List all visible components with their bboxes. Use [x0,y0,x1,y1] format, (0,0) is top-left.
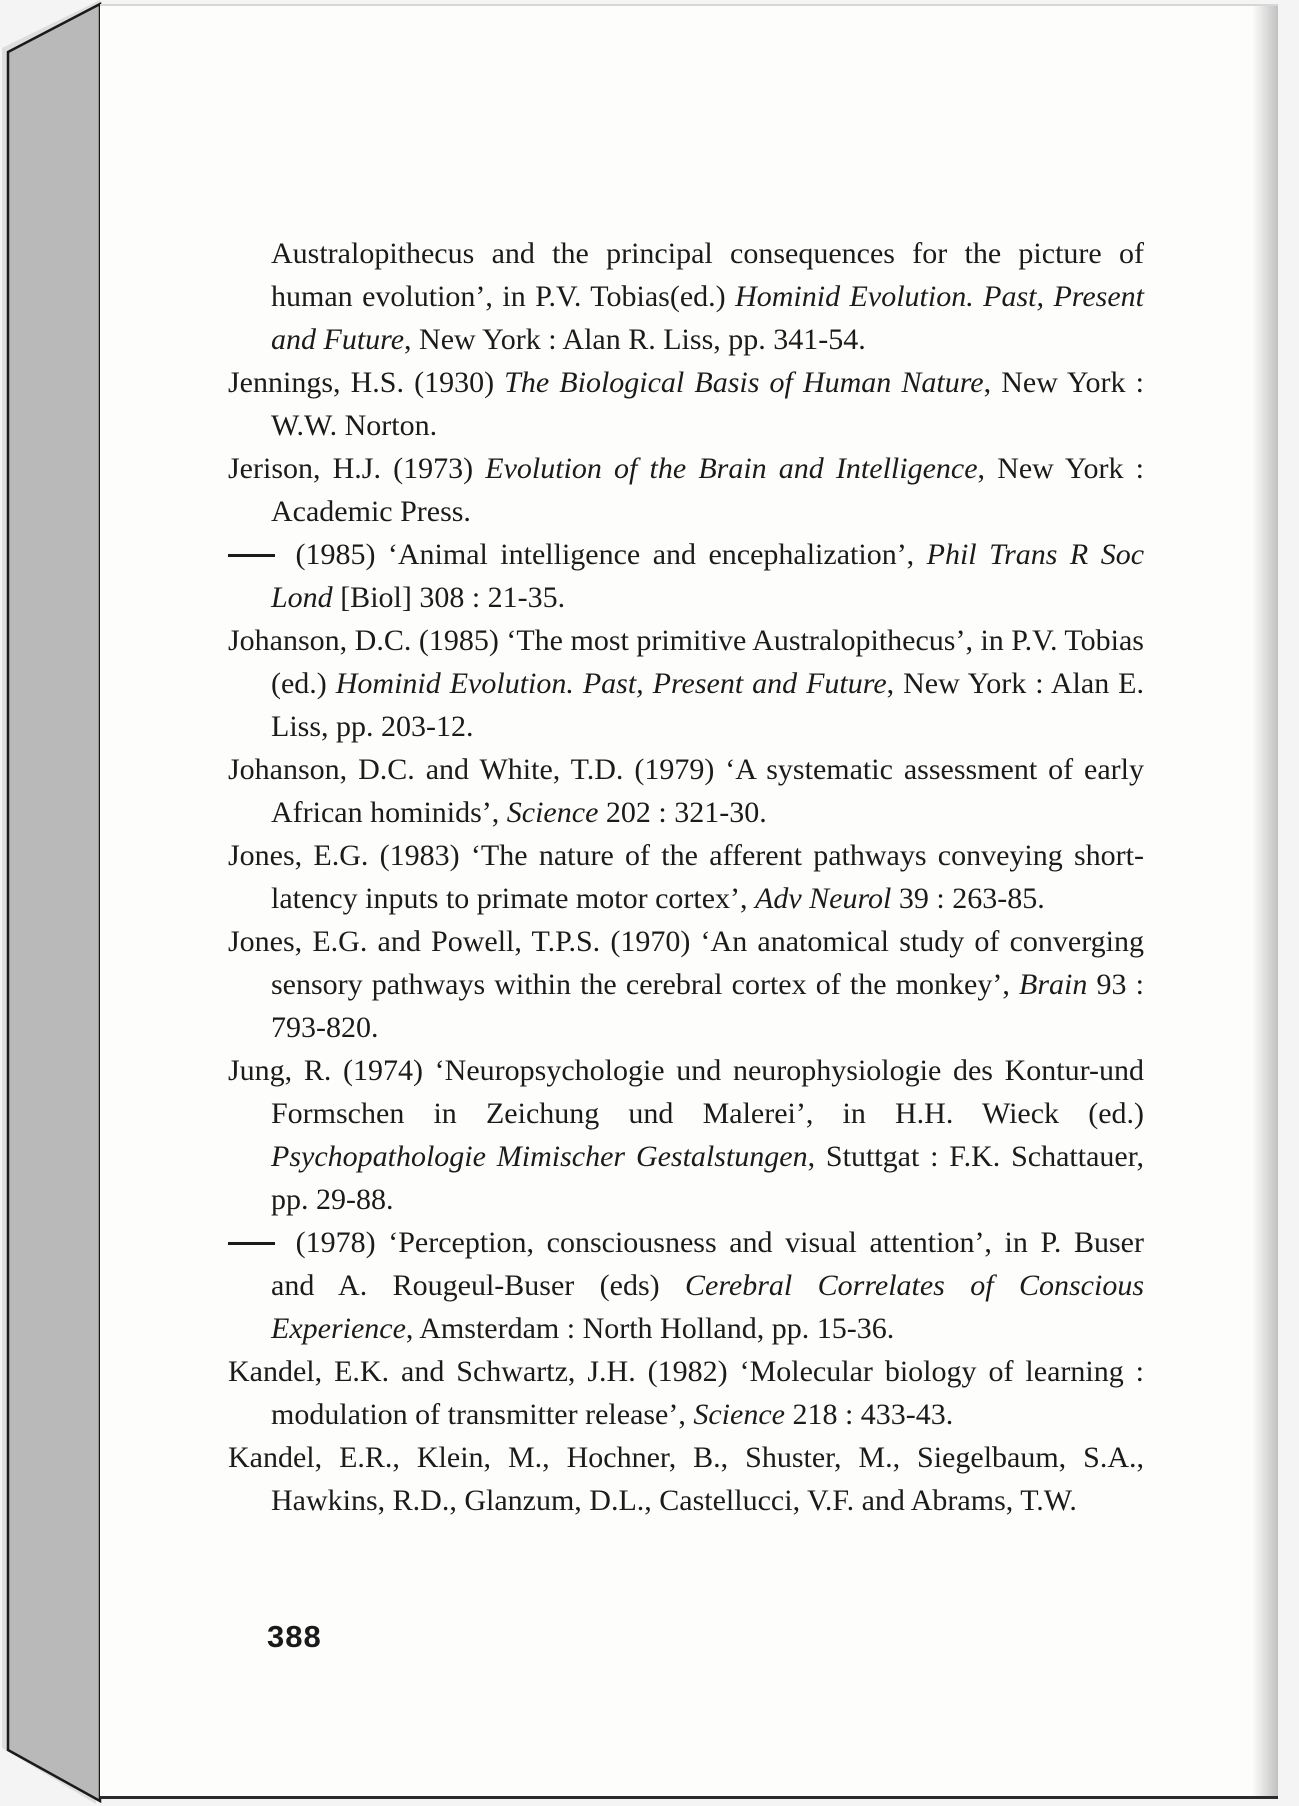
reference-text: 39 : 263-85. [891,882,1045,915]
reference-entry [228,1049,1144,1221]
reference-text: , Stuttgat : F.K. Schattauer, pp. 29-88. [271,1140,1144,1216]
reference-entry [228,834,1144,920]
page-edge-face [8,4,100,1801]
reference-entry [228,619,1144,748]
page-right-shadow [1252,6,1278,1796]
reference-entry [228,361,1144,447]
reference-text: , New York : Academic Press. [271,452,1145,528]
reference-entry [228,1436,1144,1522]
reference-text: Johanson, D.C. (1985) ‘The most primitive Australopithecus’, in P.V. Tobias (ed.) [228,624,1144,700]
reference-title-italic: Adv Neurol [755,882,892,915]
reference-text: , New York : W.W. Norton. [271,366,1144,442]
reference-title-italic: Science [506,796,599,829]
reference-text: Jones, E.G. and Powell, T.P.S. (1970) ‘An anatomical study of converging sensory pathways within the cerebral cortex of the monkey’, [228,925,1144,1001]
reference-text: 93 : 793-820. [271,968,1144,1044]
reference-title-italic: Science [693,1398,785,1431]
reference-text: Jung, R. (1974) ‘Neuropsychologie und neurophysiologie des Kontur-und Formschen in Zeichung und Malerei’, in H.H. Wieck (ed.) [228,1054,1144,1130]
reference-entry [228,748,1144,834]
reference-text: Jerison, H.J. (1973) [228,452,486,485]
reference-text: (1985) ‘Animal intelligence and encephalization’, [283,538,927,571]
reference-title-italic: Psychopathologie Mimischer Gestalstungen [271,1140,808,1173]
reference-text: , Amsterdam : North Holland, pp. 15-36. [405,1312,895,1345]
reference-entry [228,1221,1144,1350]
reference-text: 218 : 433-43. [784,1398,954,1431]
same-author-dash [228,554,275,557]
reference-entry [228,232,1144,361]
reference-text: , New York : Alan E. Liss, pp. 203-12. [271,667,1144,743]
reference-text: (1978) ‘Perception, consciousness and visual attention’, in P. Buser and A. Rougeul-Buser (eds) [271,1226,1144,1302]
reference-title-italic: Phil Trans R Soc Lond [271,538,1145,614]
reference-text: Kandel, E.K. and Schwartz, J.H. (1982) ‘Molecular biology of learning : modulation of transmitter release’, [228,1355,1144,1431]
reference-text: Jennings, H.S. (1930) [228,366,505,399]
reference-entry [228,533,1144,619]
reference-text: Johanson, D.C. and White, T.D. (1979) ‘A systematic assessment of early African hominids’, [228,753,1144,829]
reference-text: Jones, E.G. (1983) ‘The nature of the afferent pathways conveying short-latency inputs to primate motor cortex’, [228,839,1144,915]
reference-title-italic: Hominid Evolution. Past, Present and Future [271,280,1144,356]
page-number: 388 [267,1619,322,1654]
book-page [100,4,1278,1799]
reference-title-italic: Hominid Evolution. Past, Present and Future [335,667,887,700]
reference-title-italic: Cerebral Correlates of Conscious Experience [271,1269,1145,1345]
reference-title-italic: Brain [1019,968,1088,1001]
reference-text: Australopithecus and the principal consequences for the picture of human evolution’, in P.V. Tobias(ed.) [271,237,1144,313]
reference-text: , New York : Alan R. Liss, pp. 341-54. [404,323,866,356]
references-list [228,232,1144,1522]
reference-text: Kandel, E.R., Klein, M., Hochner, B., Shuster, M., Siegelbaum, S.A., Hawkins, R.D., Glanzum, D.L., Castellucci, V.F. and Abrams, T.W. [228,1441,1144,1517]
reference-entry [228,447,1144,533]
reference-title-italic: The Biological Basis of Human Nature [504,366,984,399]
reference-title-italic: Evolution of the Brain and Intelligence [485,452,978,485]
reference-text: [Biol] 308 : 21-35. [332,581,566,614]
same-author-dash [228,1242,275,1245]
reference-entry [228,920,1144,1049]
reference-entry [228,1350,1144,1436]
reference-text: 202 : 321-30. [598,796,767,829]
